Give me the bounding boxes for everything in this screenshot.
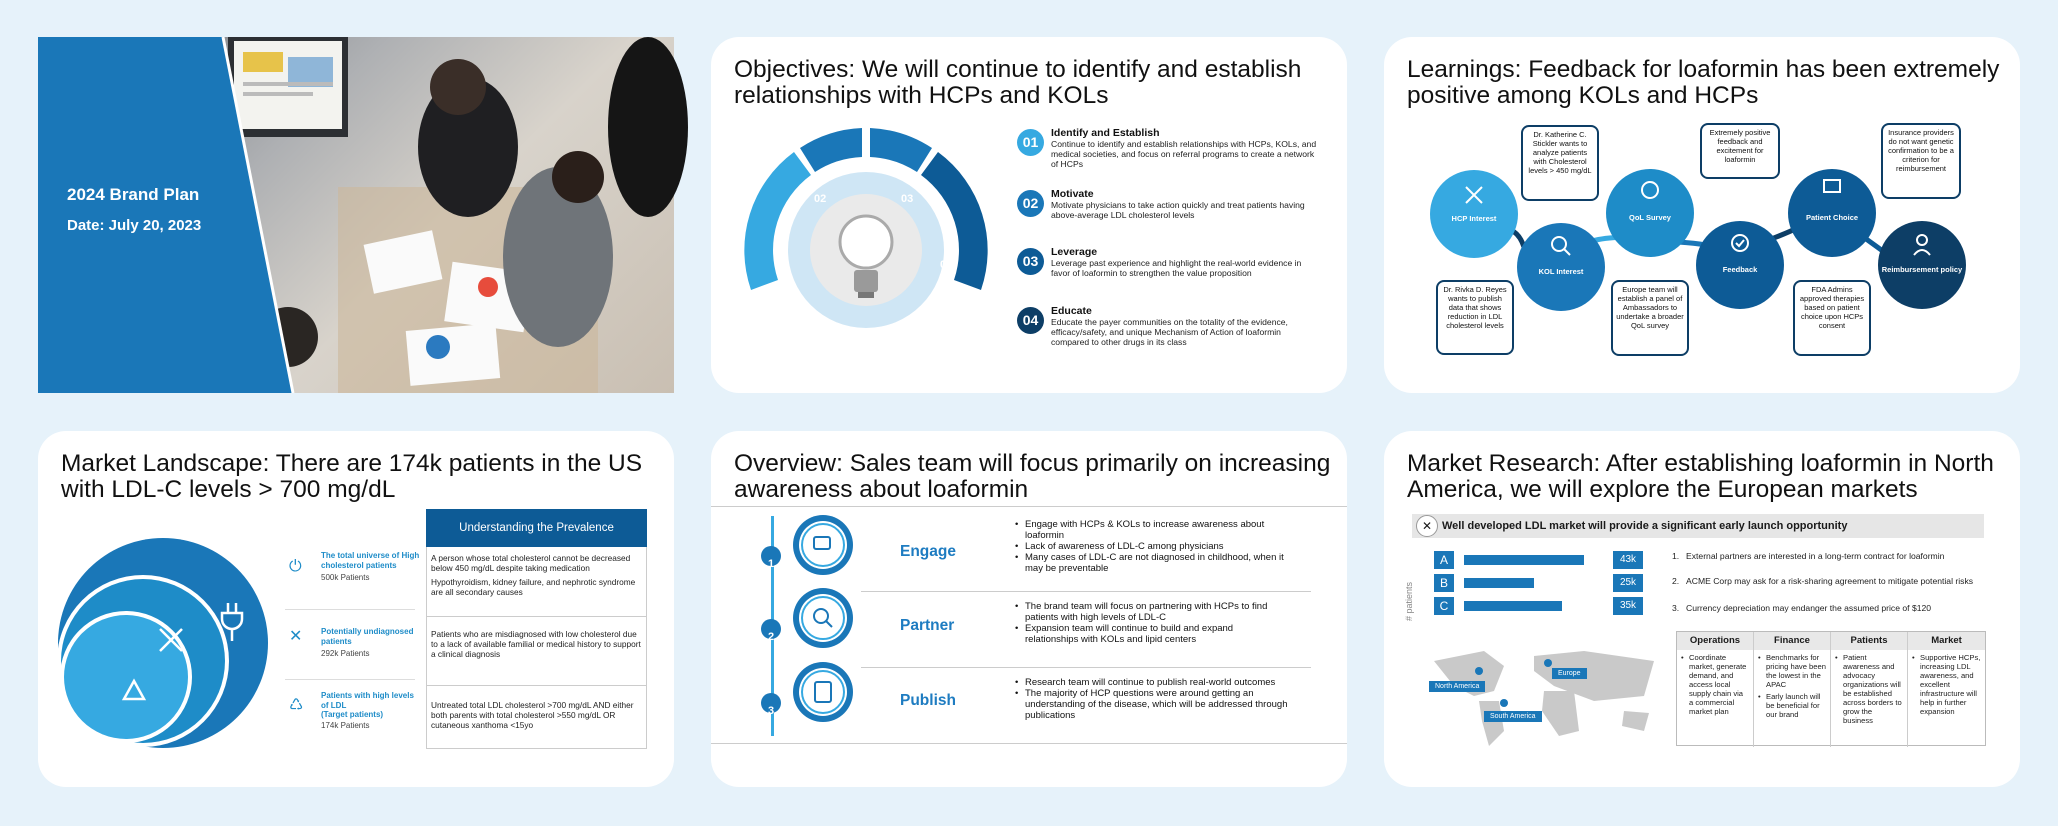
bar-B <box>1464 578 1534 588</box>
cell-bullet: • Patient awareness and advocacy organizations will be established across borders to grow the business <box>1835 653 1903 725</box>
research-banner: Well developed LDL market will provide a significant early launch opportunity <box>1412 514 1984 538</box>
overview-step-icons <box>767 511 881 741</box>
objective-number: 04 <box>1017 307 1044 334</box>
prevalence-cell <box>426 685 647 749</box>
tools-icon: ✕ <box>1416 515 1438 537</box>
bullet: • The brand team will focus on partnering with HCPs to find patients with high levels of LDL-C <box>1013 601 1289 623</box>
step-label-partner: Partner <box>900 617 955 634</box>
objectives-card[interactable] <box>711 37 1347 393</box>
overview-card[interactable] <box>711 431 1347 787</box>
objective-text: Leverage past experience and highlight the real-world evidence in favor of loaformin to strengthen the value proposition <box>1051 258 1302 278</box>
objectives-gauge <box>741 125 991 345</box>
circle-label: HCP Interest <box>1451 214 1497 223</box>
divider <box>285 679 415 680</box>
callout-reyes: Dr. Rivka D. Reyes wants to publish data that shows reduction in LDL cholesterol levels <box>1436 280 1514 355</box>
brand-plan-date: Date: July 20, 2023 <box>67 217 202 234</box>
cell-bullet: • Benchmarks for pricing have been the lowest in the APAC <box>1758 653 1826 689</box>
cell-bullet: • Early launch will be beneficial for our brand <box>1758 692 1826 719</box>
cell-bullet: • Supportive HCPs, increasing LDL awareness, and excellent infrastructure will help in further expansion <box>1912 653 1981 716</box>
step-label-engage: Engage <box>900 543 956 560</box>
overview-title: Overview: Sales team will focus primarily on increasing awareness about loaformin <box>734 450 1331 503</box>
axis-label: # patients <box>1404 581 1414 621</box>
prevalence-cell <box>426 547 647 616</box>
table-column <box>1677 632 1754 747</box>
bullet: • Lack of awareness of LDL-C among physicians <box>1013 541 1289 552</box>
column-header: Patients <box>1831 632 1907 650</box>
bullet: • Many cases of LDL-C are not diagnosed in childhood, when it may be preventable <box>1013 552 1289 574</box>
circle-label: QoL Survey <box>1629 213 1671 222</box>
prevalence-header: Understanding the Prevalence <box>426 509 647 547</box>
callout-europe: Europe team will establish a panel of Ambassadors to undertake a broader QoL survey <box>1611 280 1689 356</box>
objective-text: Educate the payer communities on the totality of the evidence, efficacy/safety, and unique Mechanism of Action of loaformin compared to other drugs in its class <box>1051 317 1288 347</box>
bar-C <box>1464 601 1562 611</box>
circle-label: KOL Interest <box>1538 267 1584 276</box>
research-list-item: 3. Currency depreciation may endanger the assumed price of $120 <box>1672 603 1932 613</box>
segment-02: 02 <box>814 193 827 205</box>
objective-text: Motivate physicians to take action quickly and treat patients having above-average LDL cholesterol levels <box>1051 200 1305 220</box>
research-list-item: 2. ACME Corp may ask for a risk-sharing agreement to mitigate potential risks <box>1672 576 1974 586</box>
step-number: 1 <box>767 558 775 570</box>
table-column <box>1908 632 1985 747</box>
bar-letter: C <box>1434 597 1454 615</box>
step-label-publish: Publish <box>900 692 956 709</box>
objective-heading: Identify and Establish <box>1051 127 1160 139</box>
callout-stickler: Dr. Katherine C. Stickler wants to analyze patients with Cholesterol levels > 450 mg/dL <box>1521 125 1599 201</box>
partner-bullets <box>1013 601 1289 645</box>
divider <box>861 667 1311 668</box>
market-row-total <box>321 551 421 583</box>
bar-value-label: 25k <box>1613 574 1643 592</box>
learnings-card[interactable] <box>1384 37 2020 393</box>
column-header: Finance <box>1754 632 1830 650</box>
map-label: North America <box>1429 681 1485 692</box>
bullet: • The majority of HCP questions were around getting an understanding of the disease, which will be addressed through publications <box>1013 688 1289 721</box>
market-research-card[interactable] <box>1384 431 2020 787</box>
prevalence-cell <box>426 616 647 685</box>
objective-heading: Motivate <box>1051 188 1094 200</box>
divider <box>285 609 415 610</box>
circle-label: Reimbursement policy <box>1881 265 1963 274</box>
callout-fda: FDA Admins approved therapies based on patient choice upon HCPs consent <box>1793 280 1871 356</box>
row-label: Potentially undiagnosed patients <box>321 627 414 646</box>
research-title: Market Research: After establishing loaformin in North America, we will explore the European markets <box>1407 450 1994 503</box>
market-row-undiagnosed <box>321 627 421 659</box>
segment-04: 04 <box>940 259 953 271</box>
brand-plan-title: 2024 Brand Plan <box>67 185 200 204</box>
row-label: Patients with high levels of LDL <box>321 691 414 710</box>
prevalence-text: Untreated total LDL cholesterol >700 mg/dL AND either both parents with total cholesterol >550 mg/dL OR cutaneous xanthoma <15yo <box>431 700 634 730</box>
tools-icon: ✕ <box>289 628 303 645</box>
world-map <box>1424 641 1664 751</box>
cell-bullet: • Coordinate market, generate demand, and access local supply chain via a commercial market plan <box>1681 653 1749 716</box>
objective-heading: Leverage <box>1051 246 1098 258</box>
plug-icon: ⏻ <box>289 558 302 575</box>
circle-label: Feedback <box>1722 265 1758 274</box>
row-count: 174k Patients <box>321 720 370 730</box>
prevalence-circles <box>58 531 258 751</box>
objective-number: 02 <box>1017 190 1044 217</box>
step-number: 3 <box>767 705 775 717</box>
objective-heading: Educate <box>1051 305 1092 317</box>
segment-03: 03 <box>901 193 914 205</box>
prevalence-text: Hypothyroidism, kidney failure, and nephrotic syndrome are all secondary causes <box>431 577 636 597</box>
bar-value-label: 43k <box>1613 551 1643 569</box>
prevalence-text: Patients who are misdiagnosed with low cholesterol due to a lack of available familial or medical history to support a clinical diagnosis <box>431 629 641 659</box>
bar-letter: B <box>1434 574 1454 592</box>
column-header: Market <box>1908 632 1985 650</box>
learnings-title: Learnings: Feedback for loaformin has been extremely positive among KOLs and HCPs <box>1407 56 2000 109</box>
bar-chart <box>1464 551 1604 621</box>
publish-bullets <box>1013 677 1289 721</box>
bullet: • Research team will continue to publish real-world outcomes <box>1013 677 1289 688</box>
divider <box>861 591 1311 592</box>
objective-number: 01 <box>1017 129 1044 156</box>
objective-number: 03 <box>1017 248 1044 275</box>
engage-bullets <box>1013 519 1289 574</box>
bullet: • Expansion team will continue to build and expand relationships with KOLs and lipid centers <box>1013 623 1289 645</box>
circle-label: Patient Choice <box>1805 213 1859 222</box>
market-landscape-card[interactable] <box>38 431 674 787</box>
map-label: Europe <box>1552 668 1587 679</box>
segment-01: 01 <box>777 259 790 271</box>
callout-feedback: Extremely positive feedback and excitement for loaformin <box>1700 123 1780 179</box>
brand-plan-card[interactable] <box>38 37 674 393</box>
divider <box>711 743 1347 744</box>
prevalence-text: A person whose total cholesterol cannot be decreased below 450 mg/dL despite taking medication <box>431 553 631 573</box>
research-list-item: 1. External partners are interested in a long-term contract for loaformin <box>1672 551 1945 561</box>
column-header: Operations <box>1677 632 1753 650</box>
row-sublabel: (Target patients) <box>321 710 384 719</box>
brand-blue-band <box>38 37 674 393</box>
recycle-icon: ♺ <box>289 697 304 714</box>
callout-insurance: Insurance providers do not want genetic confirmation to be a criterion for reimbursement <box>1881 123 1961 199</box>
table-column <box>1754 632 1831 747</box>
research-table <box>1676 631 1986 746</box>
row-count: 500k Patients <box>321 573 370 582</box>
bullet: • Engage with HCPs & KOLs to increase awareness about loaformin <box>1013 519 1289 541</box>
bar-A <box>1464 555 1584 565</box>
market-row-target <box>321 691 421 730</box>
bar-value-label: 35k <box>1613 597 1643 615</box>
divider <box>711 506 1347 507</box>
step-number: 2 <box>767 631 775 643</box>
row-label: The total universe of High cholesterol patients <box>321 551 420 570</box>
objectives-title: Objectives: We will continue to identify and establish relationships with HCPs and KOLs <box>734 56 1302 109</box>
map-label: South America <box>1484 711 1542 722</box>
table-column <box>1831 632 1908 747</box>
bar-letter: A <box>1434 551 1454 569</box>
market-title: Market Landscape: There are 174k patients in the US with LDL-C levels > 700 mg/dL <box>61 450 643 503</box>
objective-text: Continue to identify and establish relationships with HCPs, KOLs, and medical societies, and focus on referral programs to create a network of HCPs <box>1051 139 1317 169</box>
row-count: 292k Patients <box>321 649 370 658</box>
